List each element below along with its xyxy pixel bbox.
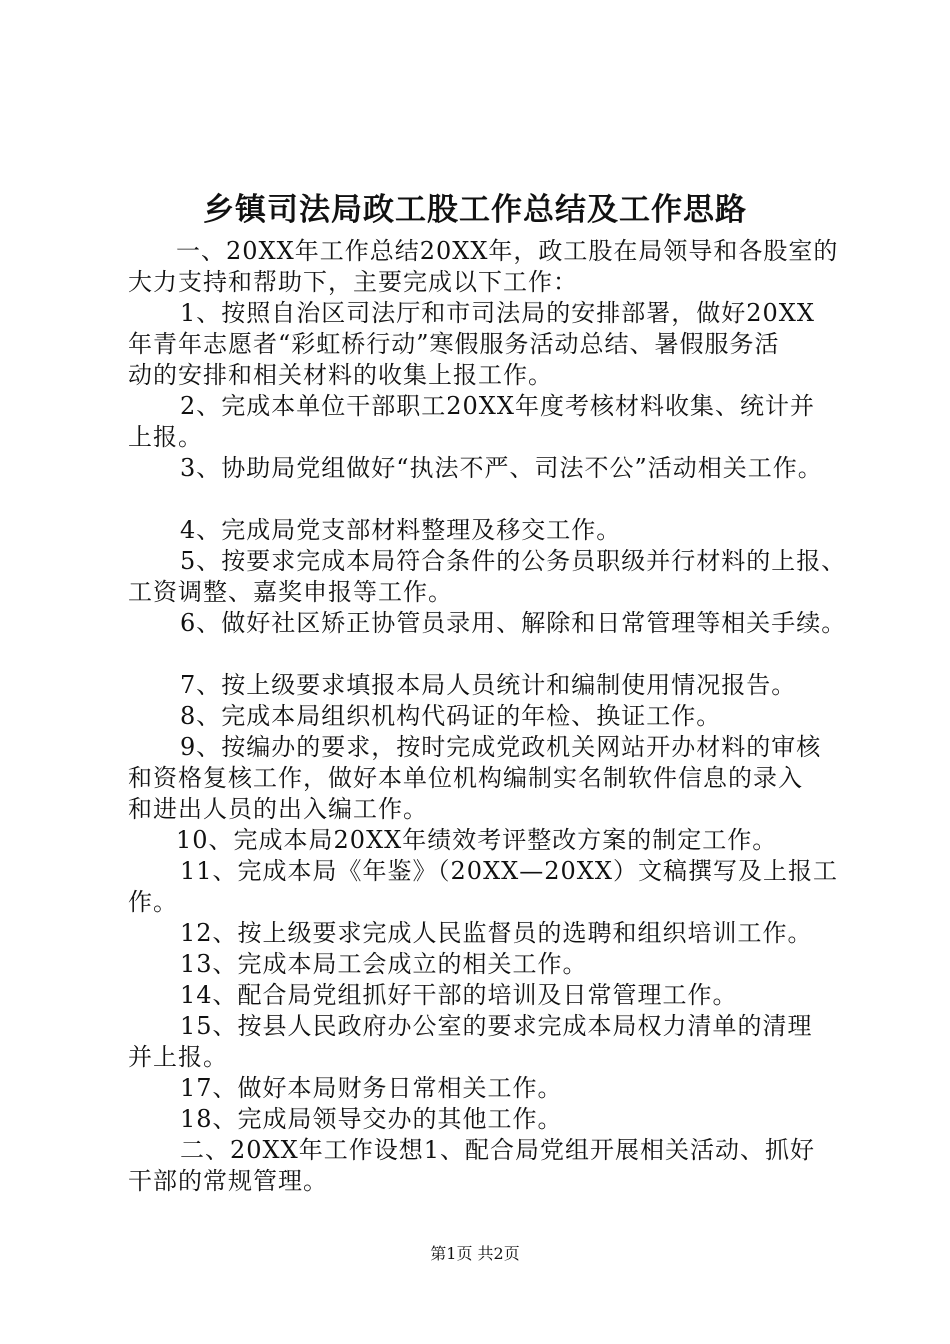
paragraph-line: 18、完成局领导交办的其他工作。 (180, 1105, 563, 1133)
paragraph-line: 15、按县人民政府办公室的要求完成本局权力清单的清理 (180, 1012, 813, 1040)
paragraph-line: 一、20XX年工作总结20XX年，政工股在局领导和各股室的 (176, 237, 839, 265)
paragraph-line: 11、完成本局《年鉴》（20XX—20XX）文稿撰写及上报工 (180, 857, 838, 885)
paragraph-line: 和进出人员的出入编工作。 (128, 795, 428, 823)
paragraph-line: 4、完成局党支部材料整理及移交工作。 (180, 516, 622, 544)
paragraph-line: 14、配合局党组抓好干部的培训及日常管理工作。 (180, 981, 738, 1009)
paragraph-line: 和资格复核工作，做好本单位机构编制实名制软件信息的录入 (128, 764, 803, 792)
paragraph-line: 10、完成本局20XX年绩效考评整改方案的制定工作。 (176, 826, 778, 854)
paragraph-line: 二、20XX年工作设想1、配合局党组开展相关活动、抓好 (180, 1136, 815, 1164)
document-body (128, 236, 847, 1197)
paragraph-line: 6、做好社区矫正协管员录用、解除和日常管理等相关手续。 (180, 609, 847, 637)
paragraph-line: 作。 (128, 888, 178, 916)
paragraph-line: 17、做好本局财务日常相关工作。 (180, 1074, 563, 1102)
paragraph-line: 年青年志愿者“彩虹桥行动”寒假服务活动总结、暑假服务活 (128, 330, 780, 358)
paragraph-line: 1、按照自治区司法厅和市司法局的安排部署，做好20XX (180, 299, 815, 327)
paragraph-line: 上报。 (128, 423, 203, 451)
paragraph-line: 13、完成本局工会成立的相关工作。 (180, 950, 588, 978)
paragraph-line: 12、按上级要求完成人民监督员的选聘和组织培训工作。 (180, 919, 813, 947)
paragraph-line: 8、完成本局组织机构代码证的年检、换证工作。 (180, 702, 722, 730)
paragraph-line: 动的安排和相关材料的收集上报工作。 (128, 361, 553, 389)
paragraph-line: 2、完成本单位干部职工20XX年度考核材料收集、统计并 (180, 392, 815, 420)
paragraph-line: 并上报。 (128, 1043, 228, 1071)
paragraph-line: 工资调整、嘉奖申报等工作。 (128, 578, 453, 606)
document-title: 乡镇司法局政工股工作总结及工作思路 (203, 192, 747, 228)
paragraph-line: 3、协助局党组做好“执法不严、司法不公”活动相关工作。 (180, 454, 823, 482)
paragraph-line: 干部的常规管理。 (128, 1167, 328, 1195)
paragraph-line: 9、按编办的要求，按时完成党政机关网站开办材料的审核 (180, 733, 822, 761)
paragraph-line: 7、按上级要求填报本局人员统计和编制使用情况报告。 (180, 671, 797, 699)
blank-line (128, 484, 840, 515)
page-footer: 第1页 共2页 (430, 1244, 520, 1263)
paragraph-line: 大力支持和帮助下，主要完成以下工作： (128, 268, 578, 296)
blank-line (128, 639, 840, 670)
paragraph-line: 5、按要求完成本局符合条件的公务员职级并行材料的上报、 (180, 547, 847, 575)
